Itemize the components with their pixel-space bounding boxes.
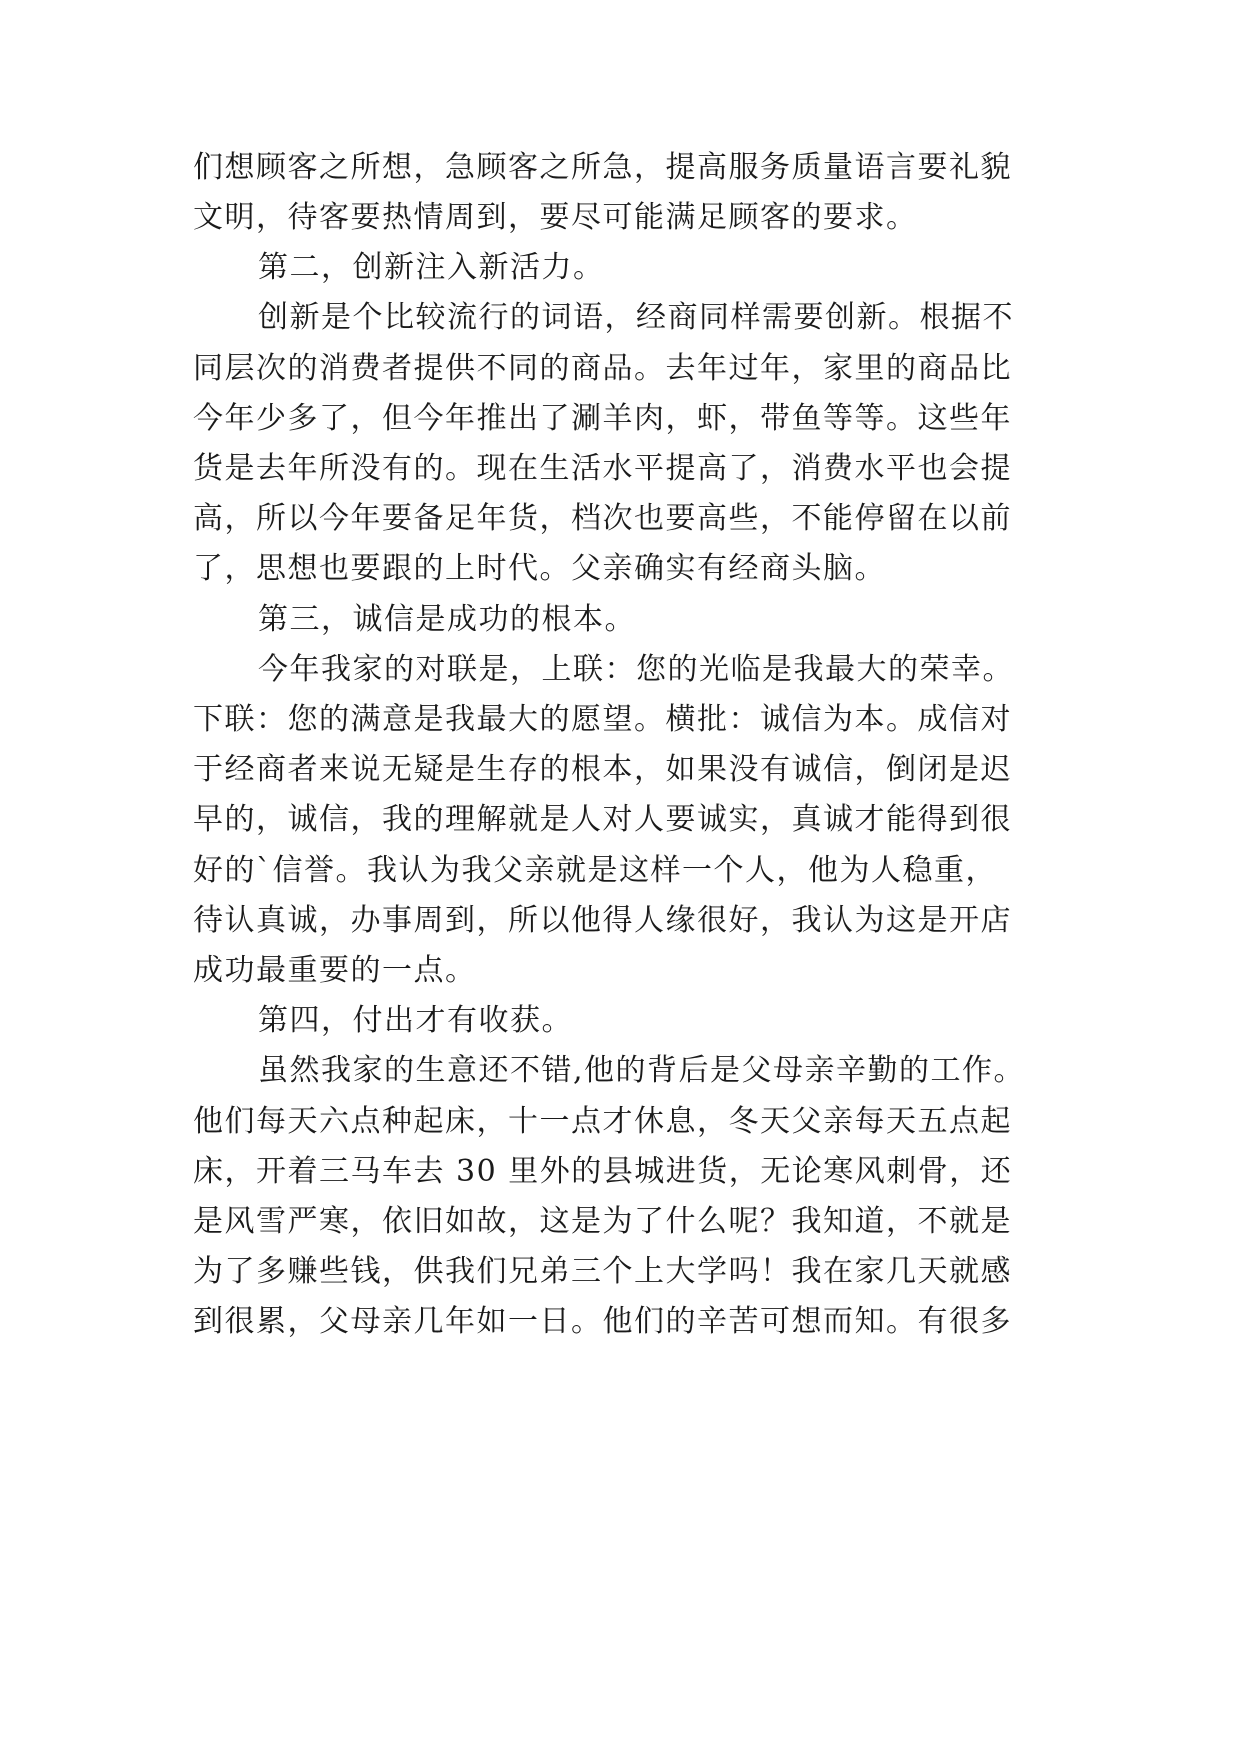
section-heading: 第二，创新注入新活力。 — [258, 250, 605, 285]
text-line: 了，思想也要跟的上时代。父亲确实有经商头脑。 — [193, 551, 886, 586]
text-line: 们想顾客之所想，急顾客之所急，提高服务质量语言要礼貌 — [193, 150, 1012, 185]
section-heading: 第三，诚信是成功的根本。 — [258, 602, 636, 637]
text-line: 货是去年所没有的。现在生活水平提高了，消费水平也会提 — [193, 451, 1012, 486]
text-line: 今年少多了，但今年推出了涮羊肉，虾，带鱼等等。这些年 — [193, 401, 1012, 436]
text-line: 是风雪严寒，依旧如故，这是为了什么呢？我知道，不就是 — [193, 1204, 1012, 1239]
text-line: 创新是个比较流行的词语，经商同样需要创新。根据不 — [258, 300, 1014, 335]
text-line: 到很累，父母亲几年如一日。他们的辛苦可想而知。有很多 — [193, 1304, 1012, 1339]
text-line: 虽然我家的生意还不错,他的背后是父母亲辛勤的工作。 — [258, 1053, 1026, 1088]
text-line: 同层次的消费者提供不同的商品。去年过年，家里的商品比 — [193, 351, 1012, 386]
text-line: 文明，待客要热情周到，要尽可能满足顾客的要求。 — [193, 200, 918, 235]
text-line: 于经商者来说无疑是生存的根本，如果没有诚信，倒闭是迟 — [193, 752, 1012, 787]
text-line: 高，所以今年要备足年货，档次也要高些，不能停留在以前 — [193, 501, 1012, 536]
text-line: 床，开着三马车去 30 里外的县城进货，无论寒风刺骨，还 — [193, 1154, 1013, 1189]
text-line: 下联：您的满意是我最大的愿望。横批：诚信为本。成信对 — [193, 702, 1012, 737]
section-heading: 第四，付出才有收获。 — [258, 1003, 573, 1038]
text-line: 为了多赚些钱，供我们兄弟三个上大学吗！我在家几天就感 — [193, 1254, 1012, 1289]
text-line: 好的`信誉。我认为我父亲就是这样一个人，他为人稳重， — [193, 853, 997, 888]
text-line: 成功最重要的一点。 — [193, 953, 477, 988]
text-line: 他们每天六点种起床，十一点才休息，冬天父亲每天五点起 — [193, 1104, 1012, 1139]
text-line: 早的，诚信，我的理解就是人对人要诚实，真诚才能得到很 — [193, 802, 1012, 837]
text-line: 今年我家的对联是，上联：您的光临是我最大的荣幸。 — [258, 652, 1014, 687]
text-line: 待认真诚，办事周到，所以他得人缘很好，我认为这是开店 — [193, 903, 1012, 938]
